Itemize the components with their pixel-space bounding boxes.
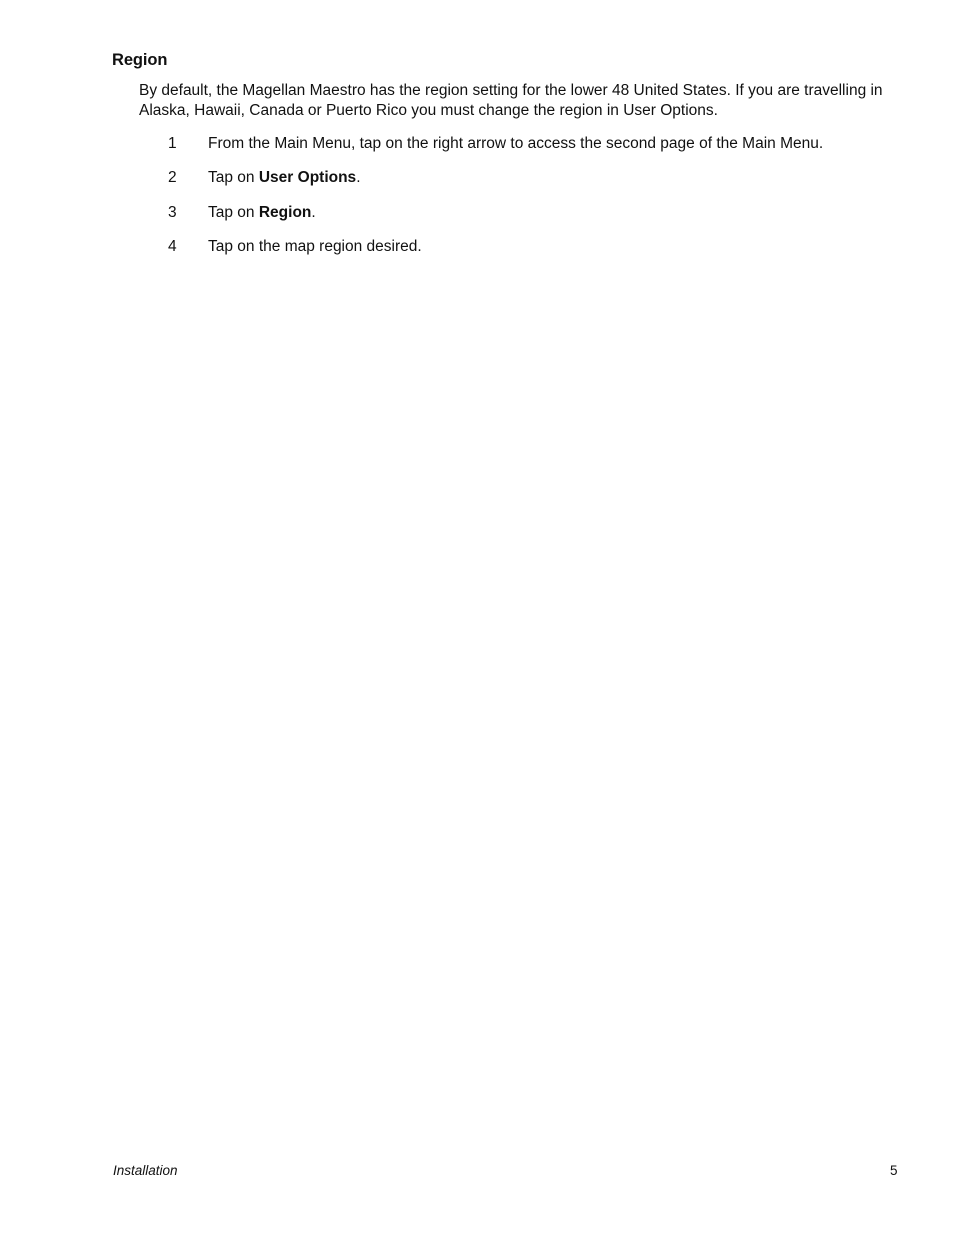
step-text-suffix: . — [311, 203, 316, 221]
step-number: 3 — [168, 203, 177, 221]
step-item — [0, 237, 954, 271]
step-item — [0, 203, 954, 237]
intro-paragraph: By default, the Magellan Maestro has the region setting for the lower 48 United States. If you are travelling in Alaska, Hawaii, Canada or Puerto Rico you must change the region in User Options. — [139, 82, 883, 119]
step-text: Tap on the map region desired. — [208, 237, 422, 255]
step-item — [0, 168, 954, 202]
footer-page-number: 5 — [890, 1163, 898, 1178]
step-item — [0, 134, 954, 168]
step-text-prefix: Tap on — [208, 169, 259, 187]
step-text-suffix: . — [356, 169, 361, 187]
step-text-bold: Region — [258, 203, 312, 221]
steps-list — [0, 134, 954, 271]
step-number: 4 — [168, 237, 177, 255]
section-heading: Region — [112, 51, 168, 69]
footer-section-name: Installation — [113, 1163, 178, 1178]
step-text-prefix: Tap on — [208, 203, 259, 221]
step-number: 2 — [168, 169, 177, 187]
step-text — [208, 203, 316, 223]
step-text-bold: User Options — [258, 169, 357, 187]
step-text — [208, 168, 361, 188]
step-number: 1 — [168, 135, 177, 152]
step-text: From the Main Menu, tap on the right arrow to access the second page of the Main Menu. — [208, 135, 824, 152]
